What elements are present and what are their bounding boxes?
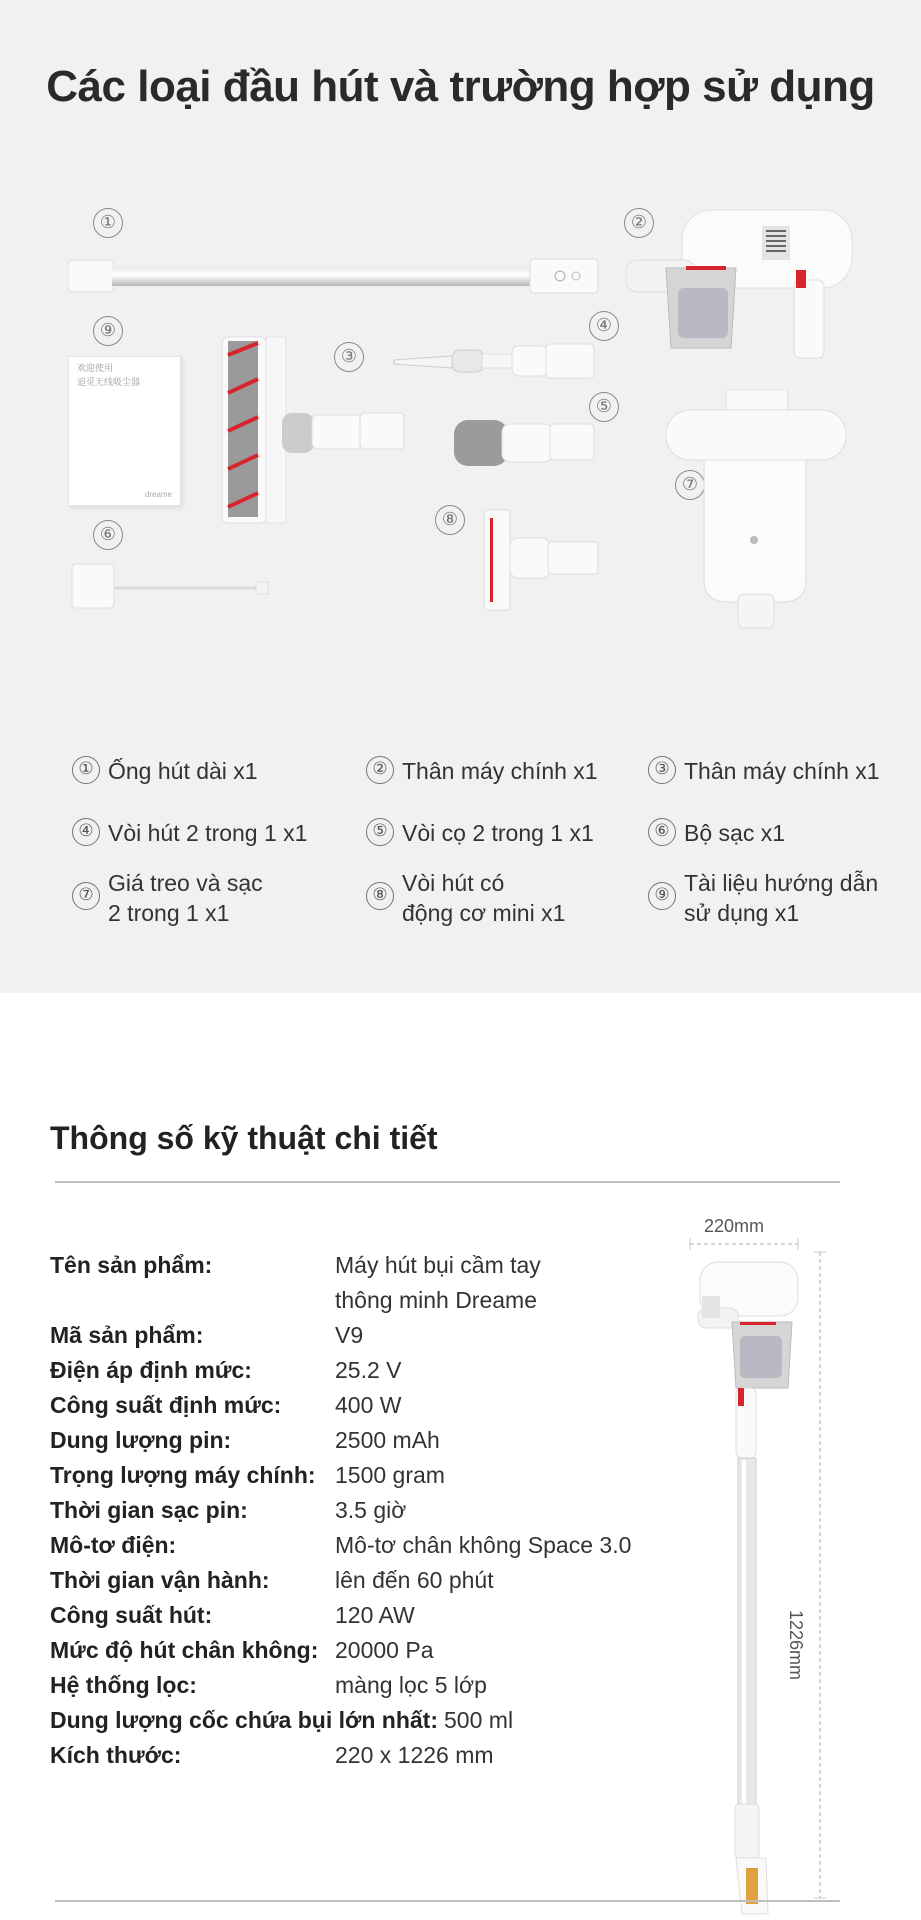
spec-key: Tên sản phẩm: xyxy=(50,1252,213,1278)
spec-key: Dung lượng cốc chứa bụi lớn nhất: xyxy=(50,1707,439,1733)
width-dimension-label: 220mm xyxy=(704,1216,765,1236)
spec-row-dust-cup xyxy=(50,1703,690,1738)
spec-row-voltage xyxy=(50,1353,690,1388)
spec-value: 25.2 V xyxy=(335,1357,402,1383)
booklet-line-2: 追觅无线吸尘器 xyxy=(77,378,141,388)
divider-bottom xyxy=(55,1900,840,1902)
legend-item-4 xyxy=(72,818,307,848)
spec-value: 20000 Pa xyxy=(335,1637,434,1663)
spec-key: Thời gian sạc pin: xyxy=(50,1497,248,1523)
spec-row-power xyxy=(50,1388,690,1423)
divider-top xyxy=(55,1181,840,1183)
legend-item-7 xyxy=(72,868,263,928)
spec-row-weight xyxy=(50,1458,690,1493)
spec-key: Hệ thống lọc: xyxy=(50,1672,197,1698)
spec-key: Công suất định mức: xyxy=(50,1392,282,1418)
spec-row-product-name xyxy=(50,1248,690,1318)
legend-text: Giá treo và sạc 2 trong 1 x1 xyxy=(108,870,263,926)
legend-number: ⑤ xyxy=(366,818,394,846)
spec-row-vacuum xyxy=(50,1633,690,1668)
legend-item-6 xyxy=(648,818,785,848)
spec-value: 120 AW xyxy=(335,1602,415,1628)
legend-number: ⑨ xyxy=(648,882,676,910)
spec-key: Công suất hút: xyxy=(50,1602,213,1628)
wall-mount-image xyxy=(666,390,846,630)
mini-motor-tool-image xyxy=(482,508,602,612)
spec-row-charge-time xyxy=(50,1493,690,1528)
spec-value: 220 x 1226 mm xyxy=(335,1742,494,1768)
legend-number: ① xyxy=(72,756,100,784)
legend-number: ④ xyxy=(72,818,100,846)
legend-number: ⑥ xyxy=(648,818,676,846)
legend-text: Ống hút dài x1 xyxy=(108,758,258,784)
legend-number: ⑧ xyxy=(366,882,394,910)
legend-item-2 xyxy=(366,756,598,786)
spec-row-battery xyxy=(50,1423,690,1458)
legend-text: Vòi hút có động cơ mini x1 xyxy=(402,870,566,926)
legend-text: Vòi cọ 2 trong 1 x1 xyxy=(402,820,594,846)
spec-value: 1500 gram xyxy=(335,1462,445,1488)
long-tube-image xyxy=(68,255,603,301)
vacuum-dimension-image xyxy=(680,1238,840,1918)
spec-value: 500 ml xyxy=(444,1707,514,1733)
spec-row-filter xyxy=(50,1668,690,1703)
legend-number: ③ xyxy=(648,756,676,784)
spec-value: V9 xyxy=(335,1322,364,1348)
badge-4: ④ xyxy=(589,311,619,341)
spec-value: Mô-tơ chân không Space 3.0 xyxy=(335,1532,632,1558)
spec-key: Kích thước: xyxy=(50,1742,182,1768)
specs-title: Thông số kỹ thuật chi tiết xyxy=(50,1120,438,1156)
legend-item-9 xyxy=(648,868,878,928)
spec-value: 3.5 giờ xyxy=(335,1497,407,1523)
badge-6: ⑥ xyxy=(93,520,123,550)
spec-key: Trọng lượng máy chính: xyxy=(50,1462,316,1488)
spec-key: Thời gian vận hành: xyxy=(50,1567,270,1593)
legend-number: ⑦ xyxy=(72,882,100,910)
accessories-title: Các loại đầu hút và trường hợp sử dụng xyxy=(46,62,875,111)
charger-image xyxy=(70,560,270,612)
crevice-tool-image xyxy=(392,342,597,382)
spec-value: 400 W xyxy=(335,1392,402,1418)
badge-2: ② xyxy=(624,208,654,238)
manual-booklet-image xyxy=(68,356,181,506)
spec-key: Mức độ hút chân không: xyxy=(50,1637,319,1663)
spec-key: Mã sản phẩm: xyxy=(50,1322,204,1348)
roller-brush-head-image xyxy=(220,335,405,527)
spec-value: 2500 mAh xyxy=(335,1427,440,1453)
badge-1: ① xyxy=(93,208,123,238)
legend-text: Bộ sạc x1 xyxy=(684,820,785,846)
badge-7: ⑦ xyxy=(675,470,705,500)
legend-item-1 xyxy=(72,756,258,786)
legend-text: Tài liệu hướng dẫn sử dụng x1 xyxy=(684,870,879,926)
spec-value: Máy hút bụi cầm tay thông minh Dreame xyxy=(335,1252,541,1313)
legend-text: Thân máy chính x1 xyxy=(684,758,880,784)
legend-item-8 xyxy=(366,868,565,928)
spec-row-motor xyxy=(50,1528,690,1563)
badge-8: ⑧ xyxy=(435,505,465,535)
legend-item-3 xyxy=(648,756,880,786)
booklet-line-1: 欢迎使用 xyxy=(77,364,114,374)
spec-key: Điện áp định mức: xyxy=(50,1357,252,1383)
spec-value: lên đến 60 phút xyxy=(335,1567,494,1593)
specs-table xyxy=(50,1248,690,1773)
booklet-brand: dreame xyxy=(144,490,172,499)
legend-item-5 xyxy=(366,818,594,848)
spec-value: màng lọc 5 lớp xyxy=(335,1672,487,1698)
legend-text: Vòi hút 2 trong 1 x1 xyxy=(108,820,308,846)
legend-text: Thân máy chính x1 xyxy=(402,758,598,784)
main-body-image xyxy=(626,208,864,360)
spec-key: Mô-tơ điện: xyxy=(50,1532,177,1558)
spec-row-dimensions xyxy=(50,1738,690,1773)
spec-row-suction-power xyxy=(50,1598,690,1633)
spec-row-model xyxy=(50,1318,690,1353)
spec-row-runtime xyxy=(50,1563,690,1598)
badge-3: ③ xyxy=(334,342,364,372)
brush-tool-image xyxy=(452,416,597,470)
height-dimension-label: 1226mm xyxy=(786,1610,806,1681)
spec-key: Dung lượng pin: xyxy=(50,1427,232,1453)
badge-5: ⑤ xyxy=(589,392,619,422)
badge-9: ⑨ xyxy=(93,316,123,346)
legend-number: ② xyxy=(366,756,394,784)
